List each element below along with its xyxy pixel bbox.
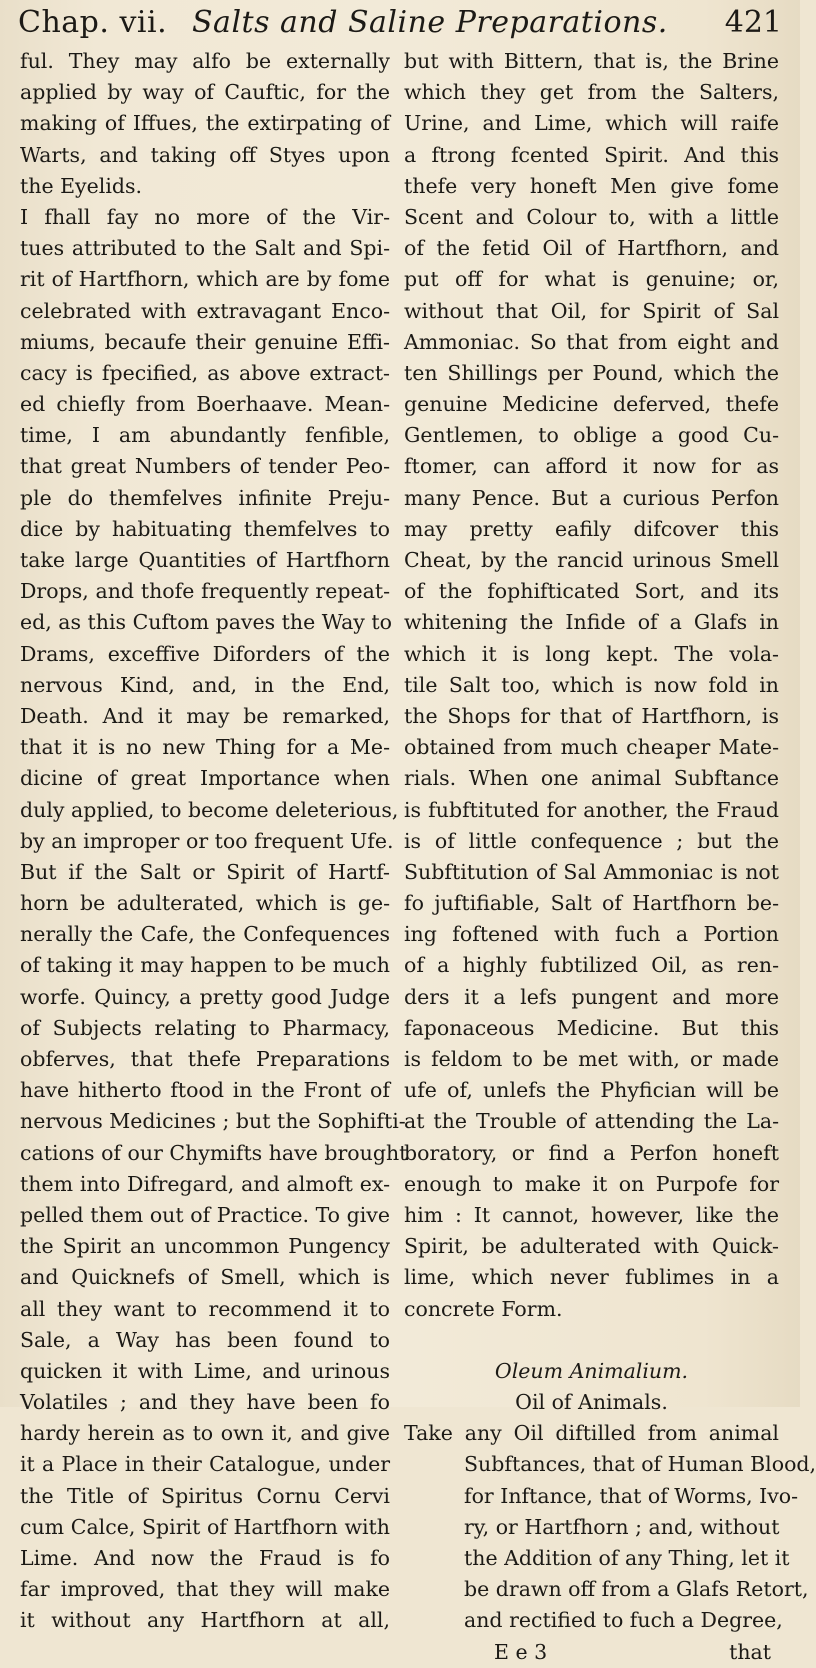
text-line: Scent and Colour to, with a little [404,204,779,229]
text-line: celebrated with extravagant Enco- [20,298,390,323]
text-line: it without any Hartfhorn at all, [20,1608,390,1633]
text-line: the Addition of any Thing, let it [464,1546,790,1570]
text-line: But if the Salt or Spirit of Hartf- [20,859,390,884]
text-line: dice by habituating themfelves to [20,516,390,541]
text-line: the Spirit an uncommon Pungency [20,1234,390,1259]
section-heading: Oleum Animalium. [494,1358,689,1383]
text-line: that great Numbers of tender Peo- [20,454,390,479]
text-line: obtained from much cheaper Mate- [404,735,779,760]
text-line: Spirit, be adulterated with Quick- [404,1234,779,1259]
text-line: obferves, that thefe Preparations [20,1047,390,1071]
section-spacer [404,1325,779,1356]
page-footer [404,1637,779,1668]
text-line: genuine Medicine deferved, thefe [404,392,779,417]
text-line: is of little confequence ; but the [404,828,779,853]
text-line: cations of our Chymifts have brought [20,1140,408,1165]
running-title: Salts and Saline Preparations. [192,5,668,40]
text-line: a ftrong fcented Spirit. And this [404,142,779,167]
text-line: hardy herein as to own it, and give [20,1421,390,1446]
chapter-label: Chap. vii. [18,5,168,40]
text-line: quicken it with Lime, and urinous [20,1358,390,1383]
text-line: Gentlemen, to oblige a good Cu- [404,423,779,448]
text-line: ple do themfelves infinite Preju- [20,485,390,510]
text-line: Drams, exceffive Diforders of the [20,641,390,666]
text-line: cacy is fpecified, as above extract- [20,360,390,385]
text-line: the Title of Spiritus Cornu Cervi [20,1483,390,1508]
text-line: ten Shillings per Pound, which the [404,360,779,385]
text-line: boratory, or find a Perfon honeft [404,1140,779,1165]
text-line: tile Salt too, which is now fold in [404,672,779,697]
text-line: at the Trouble of attending the La- [404,1109,779,1134]
text-line: may pretty eafily difcover this [404,516,779,541]
text-line: many Pence. But a curious Perfon [404,485,779,510]
text-line: dicine of great Importance when [20,766,390,791]
text-line: them into Difregard, and almoft ex- [20,1171,390,1196]
text-line: by an improper or too frequent Ufe. [20,828,394,853]
text-line: tues attributed to the Salt and Spi- [20,236,390,261]
text-line: Take any Oil diftilled from animal [404,1421,779,1446]
text-line: put off for what is genuine; or, [404,267,779,292]
text-line: Subftitution of Sal Ammoniac is not [404,859,779,884]
text-line: Volatiles ; and they have been fo [20,1390,390,1415]
text-line: all they want to recommend it to [20,1296,390,1321]
text-line: Death. And it may be remarked, [20,703,390,728]
text-line: without that Oil, for Spirit of Sal [404,298,779,323]
page-number: 421 [724,5,782,40]
text-line: lime, which never fublimes in a [404,1265,779,1290]
text-line: Sale, a Way has been found to [20,1327,390,1352]
text-line: Drops, and thofe frequently repeat- [20,579,390,604]
text-line: enough to make it on Purpofe for [404,1171,779,1196]
text-line: but with Bittern, that is, the Brine [404,49,779,73]
text-line: faponaceous Medicine. But this [404,1015,779,1040]
text-line: miums, becaufe their genuine Effi- [20,329,390,354]
signature-mark: E e 3 [494,1639,548,1664]
left-text-column [20,46,408,1637]
text-line: of Subjects relating to Pharmacy, [20,1015,390,1040]
running-header [18,2,790,44]
text-line: far improved, that they will make [20,1577,390,1602]
text-line: be drawn off from a Glafs Retort, [464,1577,809,1602]
text-line: Subftances, that of Human Blood, [464,1452,816,1477]
text-line: Warts, and taking off Styes upon [20,142,390,167]
text-line: the Shops for that of Hartfhorn, is [404,703,779,728]
text-line: it a Place in their Catalogue, under [20,1452,390,1477]
text-line: rials. When one animal Subftance [404,766,779,791]
text-line: of a highly fubtilized Oil, as ren- [404,953,779,978]
text-line: horn be adulterated, which is ge- [20,891,390,916]
text-line: pelled them out of Practice. To give [20,1202,390,1227]
text-line: ftomer, can afford it now for as [404,454,779,479]
text-line: of taking it may happen to be much [20,953,390,978]
text-line: cum Calce, Spirit of Hartfhorn with [20,1514,390,1539]
text-line: I fhall fay no more of the Vir- [20,204,390,229]
text-line: ful. They may alfo be externally [20,49,390,73]
text-line: fo juftifiable, Salt of Hartfhorn be- [404,891,779,916]
text-line: ufe of, unlefs the Phyfician will be [404,1078,779,1103]
text-line: and Quicknefs of Smell, which is [20,1265,390,1290]
right-text-column [404,46,816,1668]
text-line: have hitherto ftood in the Front of [20,1078,390,1103]
text-line: whitening the Infide of a Glafs in [404,610,779,635]
text-line: thefe very honeft Men give fome [404,173,779,198]
text-line: time, I am abundantly fenfible, [20,423,390,448]
text-line: ed, as this Cuftom paves the Way to [20,610,392,635]
text-line: which it is long kept. The vola- [404,641,779,666]
section-subheading: Oil of Animals. [515,1390,668,1415]
text-line: Lime. And now the Fraud is fo [20,1546,390,1570]
text-line: ry, or Hartfhorn ; and, without [464,1514,780,1539]
text-line: Ammoniac. So that from eight and [404,329,779,354]
text-line: of the fophifticated Sort, and its [404,579,779,604]
text-line: take large Quantities of Hartfhorn [20,548,390,572]
text-line: nervous Medicines ; but the Sophifti- [20,1109,406,1134]
text-line: him : It cannot, however, like the [404,1202,779,1227]
text-line: rit of Hartfhorn, which are by fome [20,267,390,292]
text-line: making of Iffues, the extirpating of [20,111,390,136]
text-line: ders it a lefs pungent and more [404,984,779,1009]
text-line: Urine, and Lime, which will raife [404,111,779,136]
text-line: concrete Form. [404,1296,563,1321]
text-line: for Inftance, that of Worms, Ivo- [464,1483,799,1508]
text-line: duly applied, to become deleterious, [20,797,399,822]
text-line: nerally the Cafe, the Confequences [20,922,390,947]
text-line: applied by way of Cauftic, for the [20,80,390,105]
catchword: that [729,1639,771,1664]
text-line: nervous Kind, and, in the End, [20,672,390,697]
text-line: Cheat, by the rancid urinous Smell [404,548,779,572]
text-line: is fubftituted for another, the Fraud [404,797,779,822]
text-line: which they get from the Salters, [404,80,779,105]
text-line: of the fetid Oil of Hartfhorn, and [404,236,779,261]
text-line: ing foftened with fuch a Portion [404,922,779,947]
text-line: is feldom to be met with, or made [404,1047,779,1071]
text-line: ed chiefly from Boerhaave. Mean- [20,392,390,417]
text-line: that it is no new Thing for a Me- [20,735,390,760]
text-line: worfe. Quincy, a pretty good Judge [20,984,390,1009]
text-line: and rectified to fuch a Degree, [464,1608,783,1633]
text-line: the Eyelids. [20,173,143,198]
